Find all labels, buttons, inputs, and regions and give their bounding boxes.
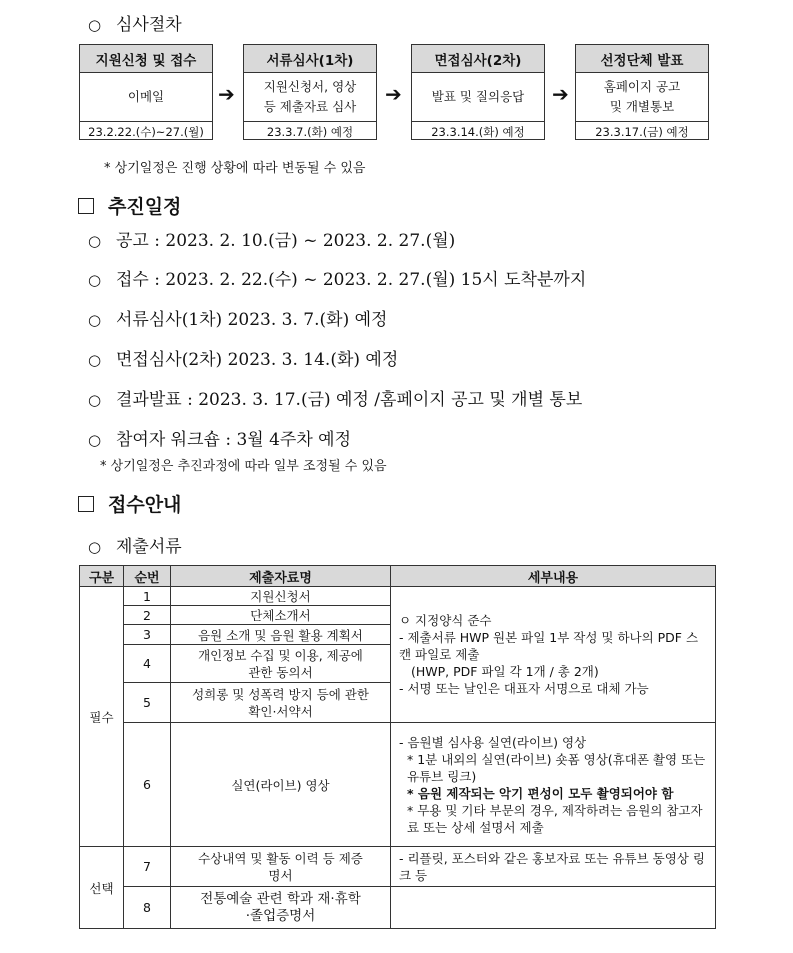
documents-table	[79, 565, 716, 929]
step-body: 이메일	[127, 89, 165, 104]
details-optional: - 리플릿, 포스터와 같은 홍보자료 또는 유튜브 동영상 링크 등	[391, 847, 716, 887]
group-optional: 선택	[80, 847, 124, 929]
arrow-right-icon: ➔	[218, 82, 235, 106]
square-bullet-icon	[78, 198, 94, 214]
table-row	[80, 723, 716, 847]
schedule-item: ○ 공고 : 2023. 2. 10.(금) ~ 2023. 2. 27.(월)	[88, 231, 456, 251]
table-row	[80, 887, 716, 929]
schedule-item: ○ 참여자 워크숍 : 3월 4주차 예정	[88, 430, 352, 450]
step-application	[79, 44, 213, 140]
step-title: 선정단체 발표	[576, 45, 708, 73]
schedule-item: ○ 면접심사(2차) 2023. 3. 14.(화) 예정	[88, 350, 399, 370]
row-number: 8	[124, 887, 171, 929]
group-required: 필수	[80, 587, 124, 847]
row-number: 1	[124, 587, 171, 606]
procedure-heading: ○ 심사절차	[88, 15, 182, 35]
circle-bullet-icon: ○	[88, 538, 102, 556]
document-name: 지원신청서	[171, 587, 391, 606]
procedure-note: * 상기일정은 진행 상황에 따라 변동될 수 있음	[104, 161, 366, 176]
step-title: 면접심사(2차)	[412, 45, 544, 73]
header-details: 세부내용	[391, 566, 716, 587]
circle-bullet-icon: ○	[88, 271, 102, 289]
circle-bullet-icon: ○	[88, 391, 102, 409]
step-announcement	[575, 44, 709, 140]
header-number: 순번	[124, 566, 171, 587]
circle-bullet-icon: ○	[88, 232, 102, 250]
step-title: 지원신청 및 접수	[80, 45, 212, 73]
details-empty	[391, 887, 716, 929]
step-date: 23.3.17.(금) 예정	[576, 121, 708, 141]
schedule-title: 추진일정	[78, 192, 181, 219]
schedule-item: ○ 접수 : 2023. 2. 22.(수) ~ 2023. 2. 27.(월) 15시 도착분까지	[88, 270, 587, 290]
circle-bullet-icon: ○	[88, 431, 102, 449]
arrow-right-icon: ➔	[385, 82, 402, 106]
step-date: 23.2.22.(수)~27.(월)	[80, 121, 212, 141]
arrow-right-icon: ➔	[552, 82, 569, 106]
row-number: 6	[124, 723, 171, 847]
row-number: 3	[124, 625, 171, 645]
row-number: 5	[124, 683, 171, 723]
step-interview	[411, 44, 545, 140]
step-date: 23.3.7.(화) 예정	[244, 121, 376, 141]
table-row	[80, 587, 716, 606]
circle-bullet-icon: ○	[88, 351, 102, 369]
step-document-review	[243, 44, 377, 140]
row-number: 7	[124, 847, 171, 887]
document-name: 수상내역 및 활동 이력 등 제증명서	[171, 847, 391, 887]
document-name: 성희롱 및 성폭력 방지 등에 관한 확인·서약서	[171, 683, 391, 723]
step-date: 23.3.14.(화) 예정	[412, 121, 544, 141]
document-name: 단체소개서	[171, 606, 391, 625]
details-video: - 음원별 심사용 실연(라이브) 영상 * 1분 내외의 실연(라이브) 숏폼 영상(휴대폰 촬영 또는 유튜브 링크) * 음원 제작되는 악기 편성이 모두 촬영되어야 함 * 무용 및 기타 부문의 경우, 제작하려는 음원의 참고자료 또는 상세 설명서 제출	[391, 723, 716, 847]
schedule-note: * 상기일정은 추진과정에 따라 일부 조정될 수 있음	[100, 459, 387, 474]
schedule-item: ○ 서류심사(1차) 2023. 3. 7.(화) 예정	[88, 310, 388, 330]
document-name: 전통예술 관련 학과 재·휴학·졸업증명서	[171, 887, 391, 929]
document-name: 음원 소개 및 음원 활용 계획서	[171, 625, 391, 645]
row-number: 4	[124, 645, 171, 683]
step-body: 홈페이지 공고 및 개별통보	[603, 79, 681, 114]
submission-title: 접수안내	[78, 490, 181, 517]
document-name: 개인정보 수집 및 이용, 제공에 관한 동의서	[171, 645, 391, 683]
circle-bullet-icon: ○	[88, 16, 102, 34]
circle-bullet-icon: ○	[88, 311, 102, 329]
step-title: 서류심사(1차)	[244, 45, 376, 73]
header-document-name: 제출자료명	[171, 566, 391, 587]
table-row	[80, 847, 716, 887]
step-body: 지원신청서, 영상 등 제출자료 심사	[263, 79, 357, 114]
row-number: 2	[124, 606, 171, 625]
submission-subheading: ○ 제출서류	[88, 537, 182, 557]
table-header-row	[80, 566, 716, 587]
document-name: 실연(라이브) 영상	[171, 723, 391, 847]
step-body: 발표 및 질의응답	[431, 89, 525, 104]
schedule-item: ○ 결과발표 : 2023. 3. 17.(금) 예정 /홈페이지 공고 및 개별 통보	[88, 390, 583, 410]
details-forms: ㅇ 지정양식 준수 - 제출서류 HWP 원본 파일 1부 작성 및 하나의 PDF 스캔 파일로 제출 (HWP, PDF 파일 각 1개 / 총 2개) - 서명 또는 날인은 대표자 서명으로 대체 가능	[391, 587, 716, 723]
square-bullet-icon	[78, 496, 94, 512]
header-category: 구분	[80, 566, 124, 587]
